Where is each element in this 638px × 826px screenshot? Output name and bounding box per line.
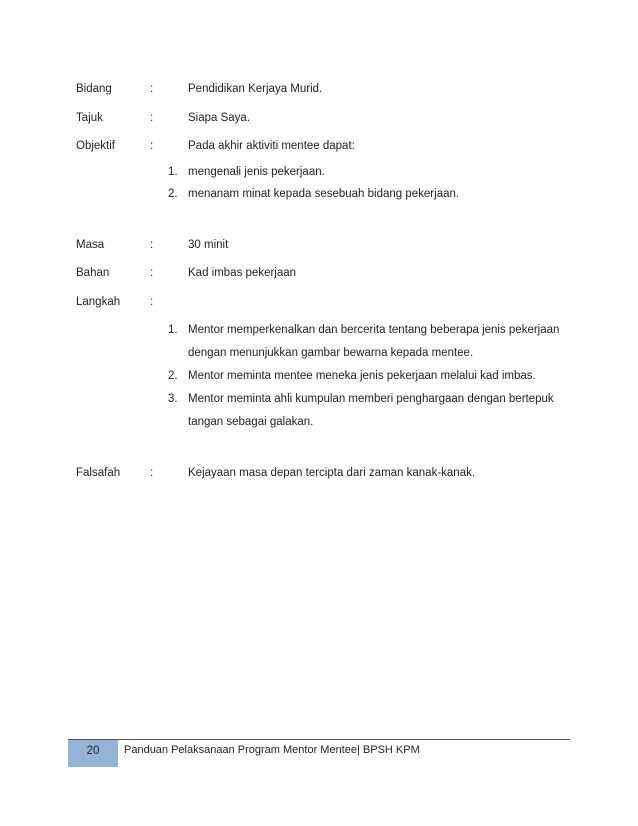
field-label: Tajuk xyxy=(76,112,103,124)
footer-divider xyxy=(68,739,570,740)
field-value: 30 minit xyxy=(188,239,229,251)
list-number: 2. xyxy=(168,188,178,200)
list-text-continuation: tangan sebagai galakan. xyxy=(188,416,314,428)
field-value: Kejayaan masa depan tercipta dari zaman kanak-kanak. xyxy=(188,467,476,479)
field-label: Objektif xyxy=(76,140,115,152)
list-text: Mentor meminta mentee meneka jenis pekerjaan melalui kad imbas. xyxy=(188,370,536,382)
list-text: menanam minat kepada sesebuah bidang pekerjaan. xyxy=(188,188,460,200)
field-colon: : xyxy=(150,467,154,479)
footer-title: Panduan Pelaksanaan Program Mentor Mentee| BPSH KPM xyxy=(124,744,420,756)
field-label: Masa xyxy=(76,239,105,251)
field-label: Falsafah xyxy=(76,467,121,479)
list-text-continuation: dengan menunjukkan gambar bewarna kepada mentee. xyxy=(188,347,474,359)
field-colon: : xyxy=(150,140,154,152)
field-colon: : xyxy=(150,267,154,279)
list-text: mengenali jenis pekerjaan. xyxy=(188,166,325,178)
list-text: Mentor memperkenalkan dan bercerita tentang beberapa jenis pekerjaan xyxy=(188,324,560,336)
field-value: Pendidikan Kerjaya Murid. xyxy=(188,83,323,95)
field-value: Siapa Saya. xyxy=(188,112,251,124)
list-number: 1. xyxy=(168,324,178,336)
page-number-box xyxy=(68,740,118,767)
list-text: Mentor meminta ahli kumpulan memberi penghargaan dengan bertepuk xyxy=(188,393,554,405)
field-colon: : xyxy=(150,112,154,124)
field-colon: : xyxy=(150,296,154,308)
page-number: 20 xyxy=(86,745,100,757)
field-value: Pada akhir aktiviti mentee dapat: xyxy=(188,140,355,152)
field-label: Bahan xyxy=(76,267,110,279)
list-number: 3. xyxy=(168,393,178,405)
field-label: Langkah xyxy=(76,296,121,308)
field-colon: : xyxy=(150,83,154,95)
field-value: Kad imbas pekerjaan xyxy=(188,267,297,279)
list-number: 1. xyxy=(168,166,178,178)
list-number: 2. xyxy=(168,370,178,382)
field-colon: : xyxy=(150,239,154,251)
field-label: Bidang xyxy=(76,83,112,95)
